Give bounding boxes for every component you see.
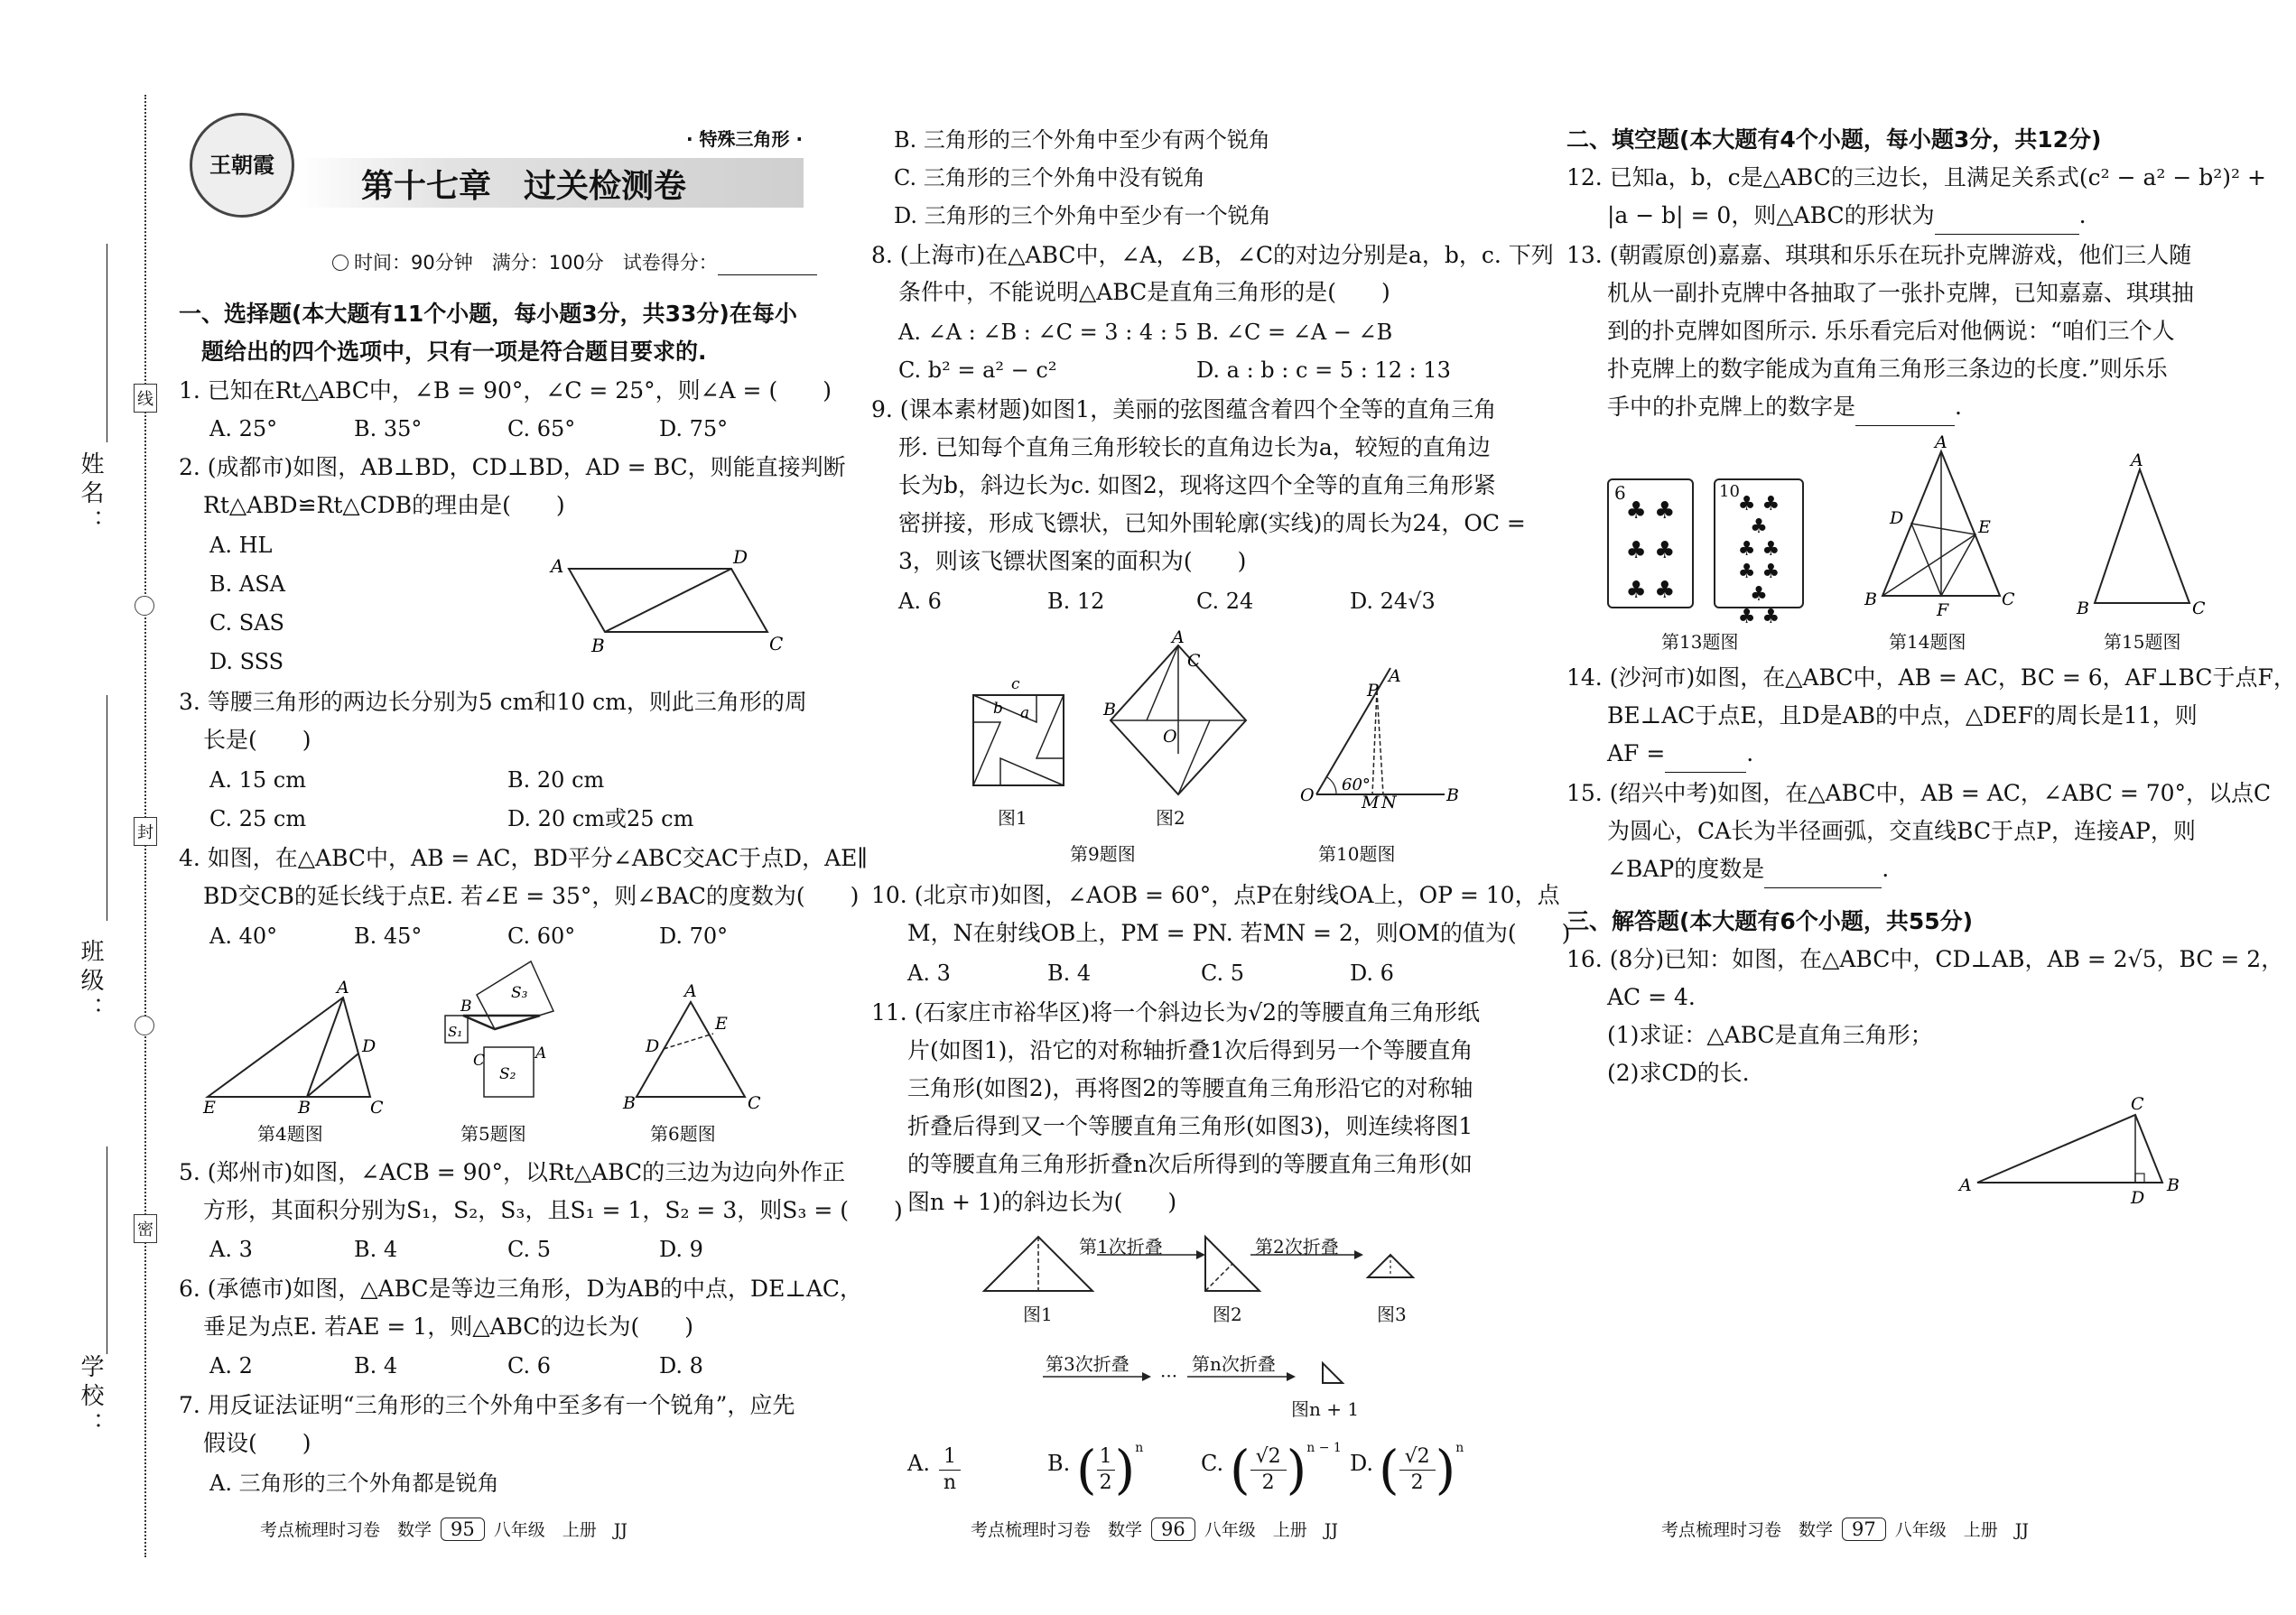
q4-option-b[interactable]: B. 45° [354, 924, 423, 949]
q11-fold-3-label: 第3次折叠 [1046, 1353, 1129, 1375]
q16-part-2: (2)求CD的长. [1607, 1060, 1750, 1086]
svg-text:S₁: S₁ [448, 1024, 463, 1040]
q11-fig2-caption: 图2 [1213, 1304, 1242, 1325]
q15-stem-2: 为圆心，CA长为半径画弧，交直线BC于点P，连接AP，则 [1607, 818, 2196, 844]
q4-stem-2: BD交CB的延长线于点E. 若∠E = 35°，则∠BAC的度数为( ) [203, 883, 860, 909]
svg-text:D: D [1890, 508, 1904, 528]
q12-answer-blank[interactable] [1935, 212, 2079, 235]
q13-stem-3: 到的扑克牌如图所示. 乐乐看完后对他俩说：“咱们三个人 [1607, 318, 2175, 344]
svg-text:F: F [1937, 600, 1949, 620]
q13-stem-4: 扑克牌上的数字能成为直角三角形三条边的长度.”则乐乐 [1607, 356, 2168, 382]
q10-caption: 第10题图 [1318, 843, 1396, 865]
q14-stem: 14. (沙河市)如图，在△ABC中，AB = AC，BC = 6，AF⊥BC于点F， [1566, 664, 2296, 691]
svg-text:S₃: S₃ [511, 984, 528, 1002]
binding-circle [135, 596, 154, 616]
q11-fold-n-label: 第n次折叠 [1192, 1353, 1276, 1375]
q14-caption: 第14题图 [1889, 631, 1966, 653]
name-label: 姓名： [77, 451, 104, 538]
q9-option-b[interactable]: B. 12 [1047, 589, 1105, 614]
q15-answer-blank[interactable] [1764, 866, 1882, 888]
logo: 王朝霞 [190, 113, 294, 218]
q13-stem: 13. (朝霞原创)嘉嘉、琪琪和乐乐在玩扑克牌游戏，他们三人随 [1566, 242, 2192, 268]
q7-stem-2: 假设( ) [203, 1430, 311, 1456]
q3-option-b[interactable]: B. 20 cm [507, 767, 605, 793]
q6-figure [623, 981, 776, 1113]
svg-text:b: b [993, 700, 1003, 718]
q11-stem: 11. (石家庄市裕华区)将一个斜边长为√2的等腰直角三角形纸 [871, 999, 1481, 1026]
seal-line-label: 线 [134, 384, 157, 413]
q13-stem-2: 机从一副扑克牌中各抽取了一张扑克牌，已知嘉嘉、琪琪抽 [1607, 280, 2195, 306]
q8-option-d[interactable]: D. a : b : c = 5 : 12 : 13 [1196, 357, 1451, 383]
section1-title: 一、选择题(本大题有11个小题，每小题3分，共33分)在每小 [179, 301, 797, 327]
seal-dense-label: 密 [134, 1214, 157, 1243]
seal-seal-label: 封 [134, 817, 157, 846]
svg-text:B: B [298, 1098, 311, 1118]
q1-option-b[interactable]: B. 35° [354, 416, 423, 441]
q4-option-d[interactable]: D. 70° [659, 924, 729, 949]
q4-option-a[interactable]: A. 40° [209, 924, 278, 949]
q5-stem: 5. (郑州市)如图，∠ACB = 90°，以Rt△ABC的三边为边向外作正 [179, 1159, 846, 1185]
svg-text:A: A [337, 978, 349, 998]
q11-d-fraction: ( $\frac{√2}{2}$ )$^n$ [1379, 1439, 1464, 1500]
svg-text:A: A [535, 1044, 547, 1063]
q2-option-c[interactable]: C. SAS [209, 610, 284, 636]
q6-stem-2: 垂足为点E. 若AE = 1，则△ABC的边长为( ) [203, 1313, 693, 1340]
svg-text:P: P [1367, 681, 1379, 701]
q2-option-a[interactable]: A. HL [209, 533, 273, 558]
q15-figure [2068, 451, 2230, 623]
q10-figure [1291, 664, 1459, 812]
q16-part-1: (1)求证：△ABC是直角三角形； [1607, 1022, 1933, 1048]
q1-option-c[interactable]: C. 65° [507, 416, 576, 441]
footer-page-97: 考点梳理时习卷 数学 97 八年级 上册 JJ [1661, 1518, 2029, 1540]
q14-figure [1864, 432, 2027, 623]
svg-text:C: C [473, 1052, 486, 1070]
q9-caption: 第9题图 [1070, 843, 1136, 865]
q9-option-c[interactable]: C. 24 [1196, 589, 1254, 614]
svg-text:A: A [1389, 666, 1401, 686]
q3-option-a[interactable]: A. 15 cm [209, 767, 306, 793]
footer-page-96: 考点梳理时习卷 数学 96 八年级 上册 JJ [971, 1518, 1338, 1540]
q11-option-c[interactable]: C. [1201, 1451, 1224, 1476]
q2-figure [542, 542, 795, 659]
q9-caption-fig2: 图2 [1156, 807, 1185, 829]
svg-text:C: C [2002, 589, 2015, 609]
svg-text:E: E [1978, 517, 1991, 537]
school-label: 学校： [77, 1354, 104, 1441]
q13-card-ten: 10 ♣ ♣ ♣ ♣ ♣ ♣ ♣ ♣ ♣ ♣ [1714, 478, 1804, 608]
q3-stem-2: 长是( ) [203, 727, 311, 753]
q7-stem: 7. 用反证法证明“三角形的三个外角中至多有一个锐角”，应先 [179, 1392, 795, 1418]
q16-figure [1950, 1094, 2203, 1208]
q11-fig1-caption: 图1 [1023, 1304, 1053, 1325]
q11-option-d[interactable]: D. [1350, 1451, 1374, 1476]
q14-stem-3: AF = . [1607, 735, 1753, 773]
clock-icon [332, 255, 349, 271]
svg-text:B: B [2167, 1175, 2180, 1195]
svg-text:B: B [460, 998, 472, 1016]
svg-text:B: B [1446, 785, 1459, 805]
q9-option-a[interactable]: A. 6 [898, 589, 942, 614]
q13-caption: 第13题图 [1661, 631, 1739, 653]
q7-option-b[interactable]: B. 三角形的三个外角中至少有两个锐角 [894, 127, 1270, 153]
svg-text:D: D [733, 546, 748, 568]
q9-stem-3: 长为b，斜边长为c. 如图2，现将这四个全等的直角三角形紧 [898, 472, 1496, 498]
q1-option-a[interactable]: A. 25° [209, 416, 278, 441]
q5-option-a[interactable]: A. 3 [209, 1237, 253, 1262]
q11-fign-caption: 图n + 1 [1291, 1398, 1360, 1420]
svg-text:C: C [2131, 1094, 2144, 1114]
section2-title: 二、填空题(本大题有4个小题，每小题3分，共12分) [1566, 126, 2102, 153]
q11-stem-5: 的等腰直角三角形折叠n次后所得到的等腰直角三角形(如 [907, 1151, 1473, 1177]
svg-text:B: B [591, 635, 605, 656]
q5-option-c[interactable]: C. 5 [507, 1237, 552, 1262]
q9-caption-fig1: 图1 [998, 807, 1027, 829]
q14-stem-2: BE⊥AC于点E，且D是AB的中点，△DEF的周长是11，则 [1607, 702, 2198, 729]
svg-text:A: A [1959, 1175, 1972, 1195]
q4-figure [203, 978, 402, 1118]
q15-caption: 第15题图 [2104, 631, 2181, 653]
q1-option-d[interactable]: D. 75° [659, 416, 729, 441]
q4-caption: 第4题图 [257, 1123, 323, 1145]
q11-b-fraction: ( $\frac{1}{2}$ )$^n$ [1076, 1439, 1144, 1500]
q6-option-c[interactable]: C. 6 [507, 1353, 552, 1378]
svg-text:C: C [769, 633, 784, 654]
q10-option-d[interactable]: D. 6 [1350, 961, 1394, 986]
q4-option-c[interactable]: C. 60° [507, 924, 576, 949]
svg-text:O: O [1300, 785, 1315, 805]
q11-stem-6: 图n + 1)的斜边长为( ) [907, 1189, 1177, 1215]
q8-stem-2: 条件中，不能说明△ABC是直角三角形的是( ) [898, 279, 1390, 305]
svg-text:C: C [748, 1093, 761, 1113]
svg-text:C: C [370, 1098, 384, 1118]
q2-stem: 2. (成都市)如图，AB⊥BD，CD⊥BD，AD = BC，则能直接判断 [179, 454, 846, 480]
q7-option-c[interactable]: C. 三角形的三个外角中没有锐角 [894, 165, 1205, 190]
q6-option-b[interactable]: B. 4 [354, 1353, 398, 1378]
section3-title: 三、解答题(本大题有6个小题，共55分) [1566, 908, 1974, 934]
svg-text:N: N [1381, 793, 1397, 812]
svg-text:E: E [203, 1098, 216, 1118]
q6-stem: 6. (承德市)如图，△ABC是等边三角形，D为AB的中点，DE⊥AC， [179, 1276, 863, 1302]
q11-dots: ··· [1160, 1365, 1178, 1387]
q11-fold-2-label: 第2次折叠 [1255, 1236, 1339, 1258]
q15-stem: 15. (绍兴中考)如图，在△ABC中，AB = AC，∠ABC = 70°，以点C [1566, 780, 2272, 806]
q13-stem-5: 手中的扑克牌上的数字是 . [1607, 388, 1962, 426]
q6-option-a[interactable]: A. 2 [209, 1353, 253, 1378]
q10-stem-2: M，N在射线OB上，PM = PN. 若MN = 2，则OM的值为( ) [907, 920, 1571, 946]
svg-text:D: D [646, 1036, 660, 1056]
footer-page-95: 考点梳理时习卷 数学 95 八年级 上册 JJ [260, 1518, 627, 1540]
q8-option-c[interactable]: C. b² = a² − c² [898, 357, 1057, 383]
q5-option-b[interactable]: B. 4 [354, 1237, 398, 1262]
q5-stem-2: 方形，其面积分别为S₁，S₂，S₃，且S₁ = 1，S₂ = 3，则S₃ = ( ) [203, 1197, 903, 1223]
q9-stem-4: 密拼接，形成飞镖状，已知外围轮廓(实线)的周长为24，OC = [898, 510, 1526, 536]
q14-answer-blank[interactable] [1665, 750, 1746, 773]
q11-fold-1-label: 第1次折叠 [1079, 1236, 1163, 1258]
topic-label: · 特殊三角形 · [686, 128, 804, 150]
q6-caption: 第6题图 [650, 1123, 716, 1145]
q5-caption: 第5题图 [460, 1123, 526, 1145]
svg-text:D: D [2131, 1188, 2145, 1208]
q11-stem-4: 折叠后得到又一个等腰直角三角形(如图3)，则连续将图1 [907, 1113, 1473, 1139]
q11-stem-3: 三角形(如图2)，再将图2的等腰直角三角形沿它的对称轴 [907, 1075, 1473, 1101]
q9-stem-2: 形. 已知每个直角三角形较长的直角边长为a，较短的直角边 [898, 434, 1491, 460]
score-blank[interactable] [718, 253, 817, 275]
q9-option-d[interactable]: D. 24√3 [1350, 589, 1436, 614]
svg-text:A: A [2131, 450, 2143, 470]
q3-option-d[interactable]: D. 20 cm或25 cm [507, 806, 694, 831]
svg-text:C: C [1187, 651, 1201, 671]
svg-text:A: A [1935, 432, 1947, 452]
q10-option-a[interactable]: A. 3 [907, 961, 951, 986]
q15-stem-3: ∠BAP的度数是 . [1607, 850, 1889, 888]
class-label: 班级： [77, 939, 104, 1026]
q3-stem: 3. 等腰三角形的两边长分别为5 cm和10 cm，则此三角形的周 [179, 689, 807, 715]
q13-card-six: 6 ♣ ♣ ♣ ♣ ♣ ♣ [1607, 478, 1694, 608]
q8-option-b[interactable]: B. ∠C = ∠A − ∠B [1196, 320, 1393, 345]
q16-stem-2: AC = 4. [1607, 984, 1696, 1010]
section1-title-2: 题给出的四个选项中，只有一项是符合题目要求的. [201, 339, 707, 365]
q11-a-fraction: 1 n [939, 1444, 961, 1496]
q8-stem: 8. (上海市)在△ABC中，∠A，∠B，∠C的对边分别是a，b，c. 下列 [871, 242, 1554, 268]
q10-option-c[interactable]: C. 5 [1201, 961, 1245, 986]
q12-stem: 12. 已知a，b，c是△ABC的三边长，且满足关系式(c² − a² − b²)² + [1566, 164, 2266, 190]
svg-text:O: O [1163, 727, 1177, 747]
svg-text:c: c [1011, 675, 1020, 693]
q11-option-a[interactable]: A. [907, 1451, 930, 1476]
q16-stem: 16. (8分)已知：如图，在△ABC中，CD⊥AB，AB = 2√5，BC = 2， [1566, 946, 2284, 972]
q4-stem: 4. 如图，在△ABC中，AB = AC，BD平分∠ABC交AC于点D，AE∥ [179, 845, 868, 871]
q11-stem-2: 片(如图1)，沿它的对称轴折叠1次后得到另一个等腰直角 [907, 1037, 1473, 1063]
svg-text:B: B [1864, 589, 1877, 609]
q9-stem: 9. (课本素材题)如图1，美丽的弦图蕴含着四个全等的直角三角 [871, 396, 1497, 422]
chapter-title: 第十七章 过关检测卷 [361, 168, 687, 205]
q9-figure-1 [966, 673, 1074, 808]
binding-circle [135, 1016, 154, 1035]
q6-option-d[interactable]: D. 8 [659, 1353, 703, 1378]
q9-stem-5: 3，则该飞镖状图案的面积为( ) [898, 548, 1247, 574]
svg-text:D: D [362, 1036, 376, 1056]
q12-stem-2: |a − b| = 0，则△ABC的形状为 . [1607, 197, 2087, 235]
q3-option-c[interactable]: C. 25 cm [209, 806, 307, 831]
q5-option-d[interactable]: D. 9 [659, 1237, 703, 1262]
q7-option-a[interactable]: A. 三角形的三个外角都是锐角 [209, 1471, 499, 1496]
svg-text:A: A [684, 981, 697, 1001]
svg-text:S₂: S₂ [499, 1065, 516, 1083]
svg-text:B: B [2077, 599, 2089, 618]
q9-figure-2 [1092, 627, 1255, 803]
svg-text:a: a [1020, 704, 1030, 722]
q1-stem: 1. 已知在Rt△ABC中，∠B = 90°，∠C = 25°，则∠A = ( ) [179, 377, 832, 404]
svg-text:C: C [2192, 599, 2206, 618]
q11-fig3-caption: 图3 [1377, 1304, 1407, 1325]
svg-text:M: M [1362, 793, 1380, 812]
svg-text:60°: 60° [1342, 775, 1371, 794]
q7-option-d[interactable]: D. 三角形的三个外角中至少有一个锐角 [894, 203, 1271, 228]
q11-c-fraction: ( $\frac{√2}{2}$ )$^{n - 1}$ [1230, 1439, 1342, 1500]
q13-answer-blank[interactable] [1855, 404, 1955, 426]
svg-text:B: B [1103, 700, 1116, 719]
svg-text:B: B [623, 1093, 636, 1113]
q2-option-b[interactable]: B. ASA [209, 571, 285, 597]
q11-option-b[interactable]: B. [1047, 1451, 1071, 1476]
q2-stem-2: Rt△ABD≌Rt△CDB的理由是( ) [203, 492, 565, 518]
svg-text:A: A [551, 555, 564, 577]
q5-figure [441, 957, 567, 1110]
svg-text:E: E [715, 1014, 728, 1034]
q10-option-b[interactable]: B. 4 [1047, 961, 1092, 986]
svg-text:A: A [1172, 627, 1185, 647]
q10-stem: 10. (北京市)如图，∠AOB = 60°，点P在射线OA上，OP = 10，点 [871, 882, 1560, 908]
q2-option-d[interactable]: D. SSS [209, 649, 284, 674]
exam-info: 时间：90分钟 满分：100分 试卷得分： [354, 248, 817, 275]
q8-option-a[interactable]: A. ∠A : ∠B : ∠C = 3 : 4 : 5 [898, 320, 1188, 345]
